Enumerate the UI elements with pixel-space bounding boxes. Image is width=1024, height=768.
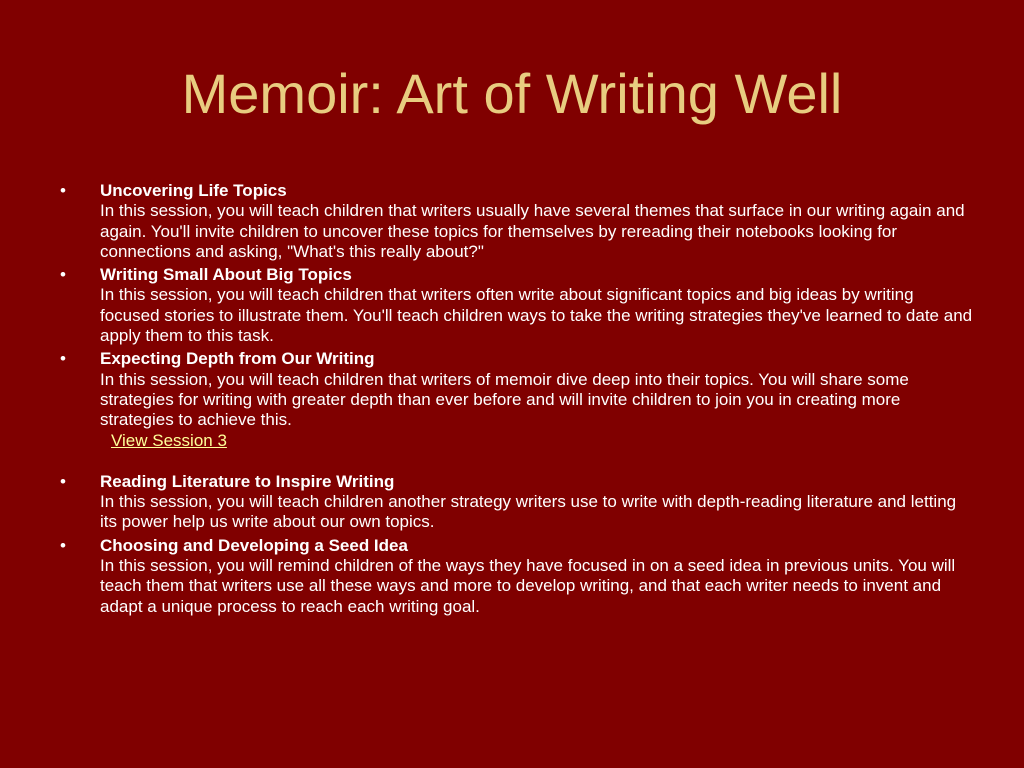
item-description: In this session, you will remind children of the ways they have focused in on a seed idea in previous units. You will teach them that writers use all these ways and more to develop writing, and that each writer needs to invent and adapt a unique process to reach each writing goal. — [100, 556, 956, 616]
item-title: Uncovering Life Topics — [100, 181, 287, 200]
item-description: In this session, you will teach children another strategy writers use to write with depth-reading literature and letting its power help us write about our own topics. — [100, 492, 957, 532]
item-title: Reading Literature to Inspire Writing — [100, 471, 395, 491]
bullet-icon: • — [60, 535, 66, 555]
bullet-icon: • — [60, 471, 66, 491]
list-item-uncovering-life-topics — [60, 181, 975, 262]
bullet-icon: • — [60, 265, 66, 285]
item-title: Choosing and Developing a Seed Idea — [100, 535, 408, 555]
slide-title: Memoir: Art of Writing Well — [181, 62, 843, 125]
bullet-icon: • — [60, 349, 66, 369]
item-description: In this session, you will teach children that writers of memoir dive deep into their topics. You will share some strategies for writing with greater depth than ever before and will invite children to join you in creating more strategies to achieve this. — [100, 369, 909, 430]
view-session-3-link[interactable]: View Session 3 — [111, 430, 227, 450]
session-list — [60, 181, 975, 620]
list-item-writing-small-about-big-topics — [60, 265, 975, 346]
bullet-icon: • — [60, 181, 66, 200]
item-title: Writing Small About Big Topics — [100, 265, 352, 285]
item-description: In this session, you will teach children that writers often write about significant topics and big ideas by writing focused stories to illustrate them. You'll teach children ways to take the writing strategies they've learned to date and apply them to this task. — [100, 285, 973, 346]
item-title: Expecting Depth from Our Writing — [100, 349, 375, 369]
spacer — [100, 451, 975, 469]
item-description: In this session, you will teach children that writers usually have several themes that surface in our writing again and again. You'll invite children to uncover these topics for themselves by rereading their notebooks looking for connections and asking, "What's this really about?" — [100, 201, 965, 261]
list-item-choosing-seed-idea — [60, 536, 975, 617]
list-item-expecting-depth — [60, 349, 975, 468]
list-item-reading-literature — [60, 472, 975, 533]
